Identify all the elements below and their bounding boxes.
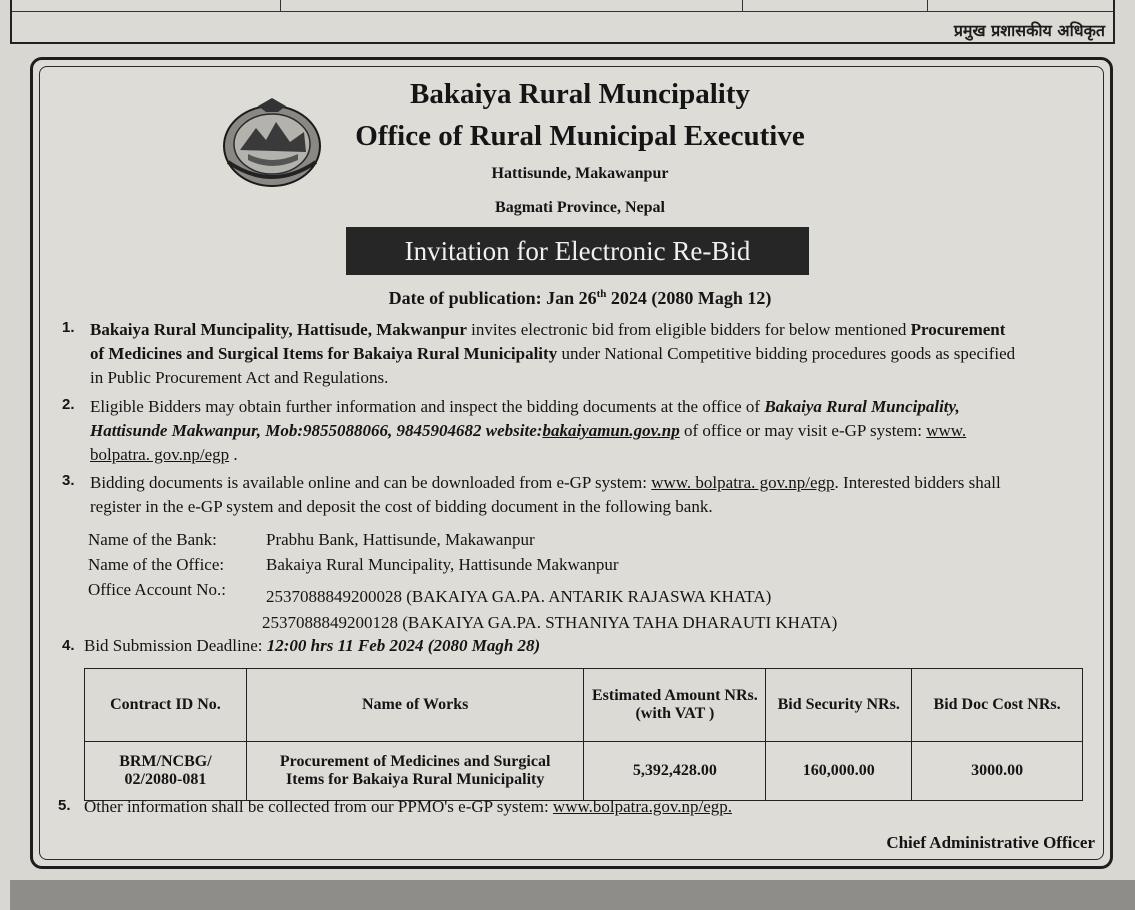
table-divider bbox=[280, 0, 281, 11]
bid-table bbox=[84, 668, 1083, 801]
table-header-row bbox=[85, 669, 1083, 742]
item-1-line3: in Public Procurement Act and Regulations. bbox=[90, 368, 389, 387]
item-2-line1: Eligible Bidders may obtain further information and inspect the bidding documents at the office of bbox=[90, 397, 765, 416]
account-value-2: 2537088849200128 (BAKAIYA GA.PA. STHANIYA TAHA DHARAUTI KHATA) bbox=[262, 613, 838, 632]
item-1-bold-2: Procurement bbox=[910, 320, 1006, 339]
office-label: Name of the Office: bbox=[88, 555, 225, 574]
col-header-bid-security: Bid Security NRs. bbox=[766, 669, 912, 742]
pub-date-prefix: Date of publication: Jan 26 bbox=[388, 288, 597, 308]
item-1-rest: invites electronic bid from eligible bidders for below mentioned bbox=[466, 320, 911, 339]
pub-date-sup: th bbox=[596, 288, 607, 300]
province-line: Bagmati Province, Nepal bbox=[495, 199, 665, 216]
bank-value: Prabhu Bank, Hattisunde, Makawanpur bbox=[266, 530, 535, 549]
egp-link-part1[interactable]: www. bbox=[926, 421, 967, 440]
name-line1: Procurement of Medicines and Surgical bbox=[279, 753, 551, 770]
newsprint-bottom-band bbox=[10, 880, 1135, 910]
col-header-contract-id: Contract ID No. bbox=[85, 669, 247, 742]
account-label: Office Account No.: bbox=[88, 580, 227, 599]
account-value-1: 2537088849200028 (BAKAIYA GA.PA. ANTARIK RAJASWA KHATA) bbox=[266, 587, 772, 606]
previous-notice-strip bbox=[10, 0, 1115, 44]
signature: Chief Administrative Officer bbox=[886, 833, 1095, 852]
municipality-name: Bakaiya Rural Muncipality bbox=[410, 78, 750, 110]
name-line2: Items for Bakaiya Rural Municipality bbox=[285, 771, 545, 788]
contract-id-line2: 02/2080-081 bbox=[124, 771, 207, 788]
deadline-value: 12:00 hrs 11 Feb 2024 (2080 Magh 28) bbox=[266, 636, 541, 655]
item-5-text bbox=[84, 795, 732, 819]
table-row bbox=[85, 742, 1083, 801]
item-number: 5. bbox=[58, 797, 71, 814]
office-value: Bakaiya Rural Muncipality, Hattisunde Makwanpur bbox=[266, 555, 619, 574]
item-5-line: Other information shall be collected from our PPMO's e-GP system: bbox=[84, 797, 553, 816]
item-number: 1. bbox=[62, 319, 75, 336]
item-2-line2-rest: of office or may visit e-GP system: bbox=[679, 421, 927, 440]
item-number: 3. bbox=[62, 472, 75, 489]
address-line: Hattisunde, Makawanpur bbox=[491, 165, 669, 182]
item-3-text bbox=[90, 471, 1100, 519]
publication-date bbox=[300, 288, 860, 309]
item-2-text bbox=[90, 395, 1100, 467]
item-3-line1: Bidding documents is available online and can be downloaded from e-GP system: bbox=[90, 473, 652, 492]
table-divider bbox=[742, 0, 743, 11]
item-1-text bbox=[90, 318, 1100, 390]
name-of-works-cell bbox=[246, 742, 584, 801]
contract-id-cell bbox=[85, 742, 247, 801]
item-1-line2-rest: under National Competitive bidding procedures goods as specified bbox=[557, 344, 1016, 363]
egp-link-part2[interactable]: bolpatra. gov.np/egp bbox=[90, 445, 230, 464]
table-divider bbox=[927, 0, 928, 11]
doc-cost-cell: 3000.00 bbox=[912, 742, 1083, 801]
estimated-amount-cell: 5,392,428.00 bbox=[584, 742, 766, 801]
bank-label: Name of the Bank: bbox=[88, 530, 217, 549]
item-2-line1-bi: Bakaiya Rural Muncipality, bbox=[764, 397, 960, 416]
bid-security-cell: 160,000.00 bbox=[766, 742, 912, 801]
website-link[interactable]: bakaiyamun.gov.np bbox=[542, 421, 680, 440]
office-name: Office of Rural Municipal Executive bbox=[355, 120, 805, 152]
item-2-line2-bi: Hattisunde Makwanpur, Mob:9855088066, 9845904682 website: bbox=[90, 421, 543, 440]
previous-notice-signature: प्रमुख प्रशासकीय अधिकृत bbox=[953, 21, 1105, 40]
table-rule bbox=[12, 11, 1113, 12]
item-1-bold: Bakaiya Rural Muncipality, Hattisude, Makwanpur bbox=[90, 320, 467, 339]
item-3-line1-rest: . Interested bidders shall bbox=[834, 473, 1001, 492]
item-number: 4. bbox=[62, 637, 75, 654]
pub-date-suffix: 2024 (2080 Magh 12) bbox=[606, 288, 772, 308]
col-header-name-of-works: Name of Works bbox=[246, 669, 584, 742]
item-number: 2. bbox=[62, 396, 75, 413]
item-3-line2: register in the e-GP system and deposit the cost of bidding document in the following bank. bbox=[90, 497, 713, 516]
egp-link[interactable]: www.bolpatra.gov.np/egp. bbox=[552, 797, 733, 816]
col-header-doc-cost: Bid Doc Cost NRs. bbox=[912, 669, 1083, 742]
col-header-estimated-amount: Estimated Amount NRs.(with VAT ) bbox=[584, 669, 766, 742]
invitation-banner: Invitation for Electronic Re-Bid bbox=[346, 227, 809, 275]
contract-id-line1: BRM/NCBG/ bbox=[119, 753, 212, 770]
egp-link[interactable]: www. bolpatra. gov.np/egp bbox=[651, 473, 835, 492]
item-2-line3-rest: . bbox=[229, 445, 238, 464]
item-1-line2-bold: of Medicines and Surgical Items for Bakaiya Rural Municipality bbox=[90, 344, 558, 363]
deadline-label: Bid Submission Deadline: bbox=[84, 636, 267, 655]
deadline-line bbox=[84, 634, 540, 658]
